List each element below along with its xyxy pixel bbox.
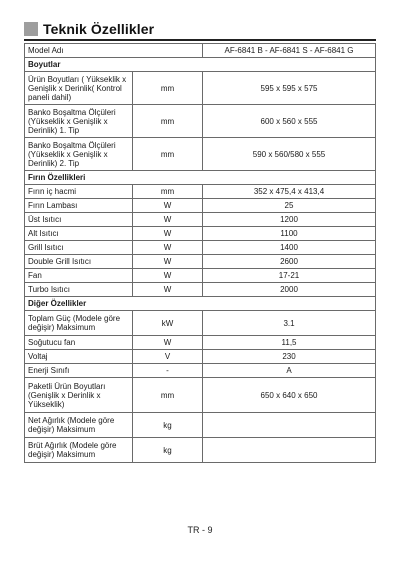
row-value [203, 413, 376, 438]
table-row [25, 364, 376, 378]
table-row [25, 311, 376, 336]
row-value: 2600 [203, 255, 376, 269]
table-row [25, 241, 376, 255]
row-unit: W [133, 199, 203, 213]
row-label: Banko Boşaltma Ölçüleri (Yükseklik x Genişlik x Derinlik) 1. Tip [25, 105, 133, 138]
row-label: Toplam Güç (Modele göre değişir) Maksimum [25, 311, 133, 336]
row-label: Fırın iç hacmi [25, 185, 133, 199]
row-label: Banko Boşaltma Ölçüleri (Yükseklik x Genişlik x Derinlik) 2. Tip [25, 138, 133, 171]
row-value: 11,5 [203, 336, 376, 350]
table-row [25, 283, 376, 297]
row-label: Alt Isıtıcı [25, 227, 133, 241]
title-underline [24, 39, 376, 41]
row-label: Fan [25, 269, 133, 283]
table-row [25, 378, 376, 413]
row-label: Double Grill Isıtıcı [25, 255, 133, 269]
row-value: 25 [203, 199, 376, 213]
row-unit: W [133, 336, 203, 350]
row-label: Brüt Ağırlık (Modele göre değişir) Maksimum [25, 438, 133, 463]
row-unit: W [133, 227, 203, 241]
table-row [25, 336, 376, 350]
table-row [25, 350, 376, 364]
row-unit: W [133, 241, 203, 255]
row-unit: W [133, 213, 203, 227]
page-number: TR - 9 [187, 525, 213, 535]
row-unit: mm [133, 185, 203, 199]
table-row [25, 413, 376, 438]
row-unit: W [133, 283, 203, 297]
row-value: A [203, 364, 376, 378]
section-heading: Boyutlar [25, 58, 376, 72]
spec-table [24, 43, 376, 463]
row-label: Paketli Ürün Boyutları (Genişlik x Derinlik x Yükseklik) [25, 378, 133, 413]
model-row [25, 44, 376, 58]
row-label: Üst Isıtıcı [25, 213, 133, 227]
model-value: AF-6841 B - AF-6841 S - AF-6841 G [203, 44, 376, 58]
row-label: Net Ağırlık (Modele göre değişir) Maksimum [25, 413, 133, 438]
row-value: 595 x 595 x 575 [203, 72, 376, 105]
table-row [25, 255, 376, 269]
table-row [25, 227, 376, 241]
row-unit: kW [133, 311, 203, 336]
row-value: 1200 [203, 213, 376, 227]
row-unit: mm [133, 105, 203, 138]
row-value: 17-21 [203, 269, 376, 283]
model-label: Model Adı [25, 44, 203, 58]
table-row [25, 199, 376, 213]
row-value: 352 x 475,4 x 413,4 [203, 185, 376, 199]
page-title: Teknik Özellikler [43, 21, 155, 37]
table-row [25, 105, 376, 138]
title-square-icon [24, 22, 38, 36]
row-label: Turbo Isıtıcı [25, 283, 133, 297]
row-unit: mm [133, 378, 203, 413]
row-unit: V [133, 350, 203, 364]
row-unit: kg [133, 438, 203, 463]
row-value: 3.1 [203, 311, 376, 336]
section-heading-row [25, 171, 376, 185]
row-value: 650 x 640 x 650 [203, 378, 376, 413]
row-label: Ürün Boyutları ( Yükseklik x Genişlik x Derinlik( Kontrol paneli dahil) [25, 72, 133, 105]
row-value [203, 438, 376, 463]
section-heading-row [25, 297, 376, 311]
row-label: Enerji Sınıfı [25, 364, 133, 378]
row-label: Fırın Lambası [25, 199, 133, 213]
row-unit: W [133, 255, 203, 269]
row-value: 1100 [203, 227, 376, 241]
row-value: 2000 [203, 283, 376, 297]
row-value: 590 x 560/580 x 555 [203, 138, 376, 171]
table-row [25, 138, 376, 171]
row-value: 230 [203, 350, 376, 364]
table-row [25, 72, 376, 105]
row-label: Soğutucu fan [25, 336, 133, 350]
table-row [25, 438, 376, 463]
row-unit: kg [133, 413, 203, 438]
row-label: Voltaj [25, 350, 133, 364]
table-row [25, 185, 376, 199]
table-row [25, 213, 376, 227]
section-heading: Fırın Özellikleri [25, 171, 376, 185]
section-heading: Diğer Özellikler [25, 297, 376, 311]
row-unit: mm [133, 138, 203, 171]
row-label: Grill Isıtıcı [25, 241, 133, 255]
row-value: 600 x 560 x 555 [203, 105, 376, 138]
section-heading-row [25, 58, 376, 72]
table-row [25, 269, 376, 283]
row-unit: - [133, 364, 203, 378]
row-unit: W [133, 269, 203, 283]
row-value: 1400 [203, 241, 376, 255]
row-unit: mm [133, 72, 203, 105]
page-title-block [24, 21, 154, 37]
